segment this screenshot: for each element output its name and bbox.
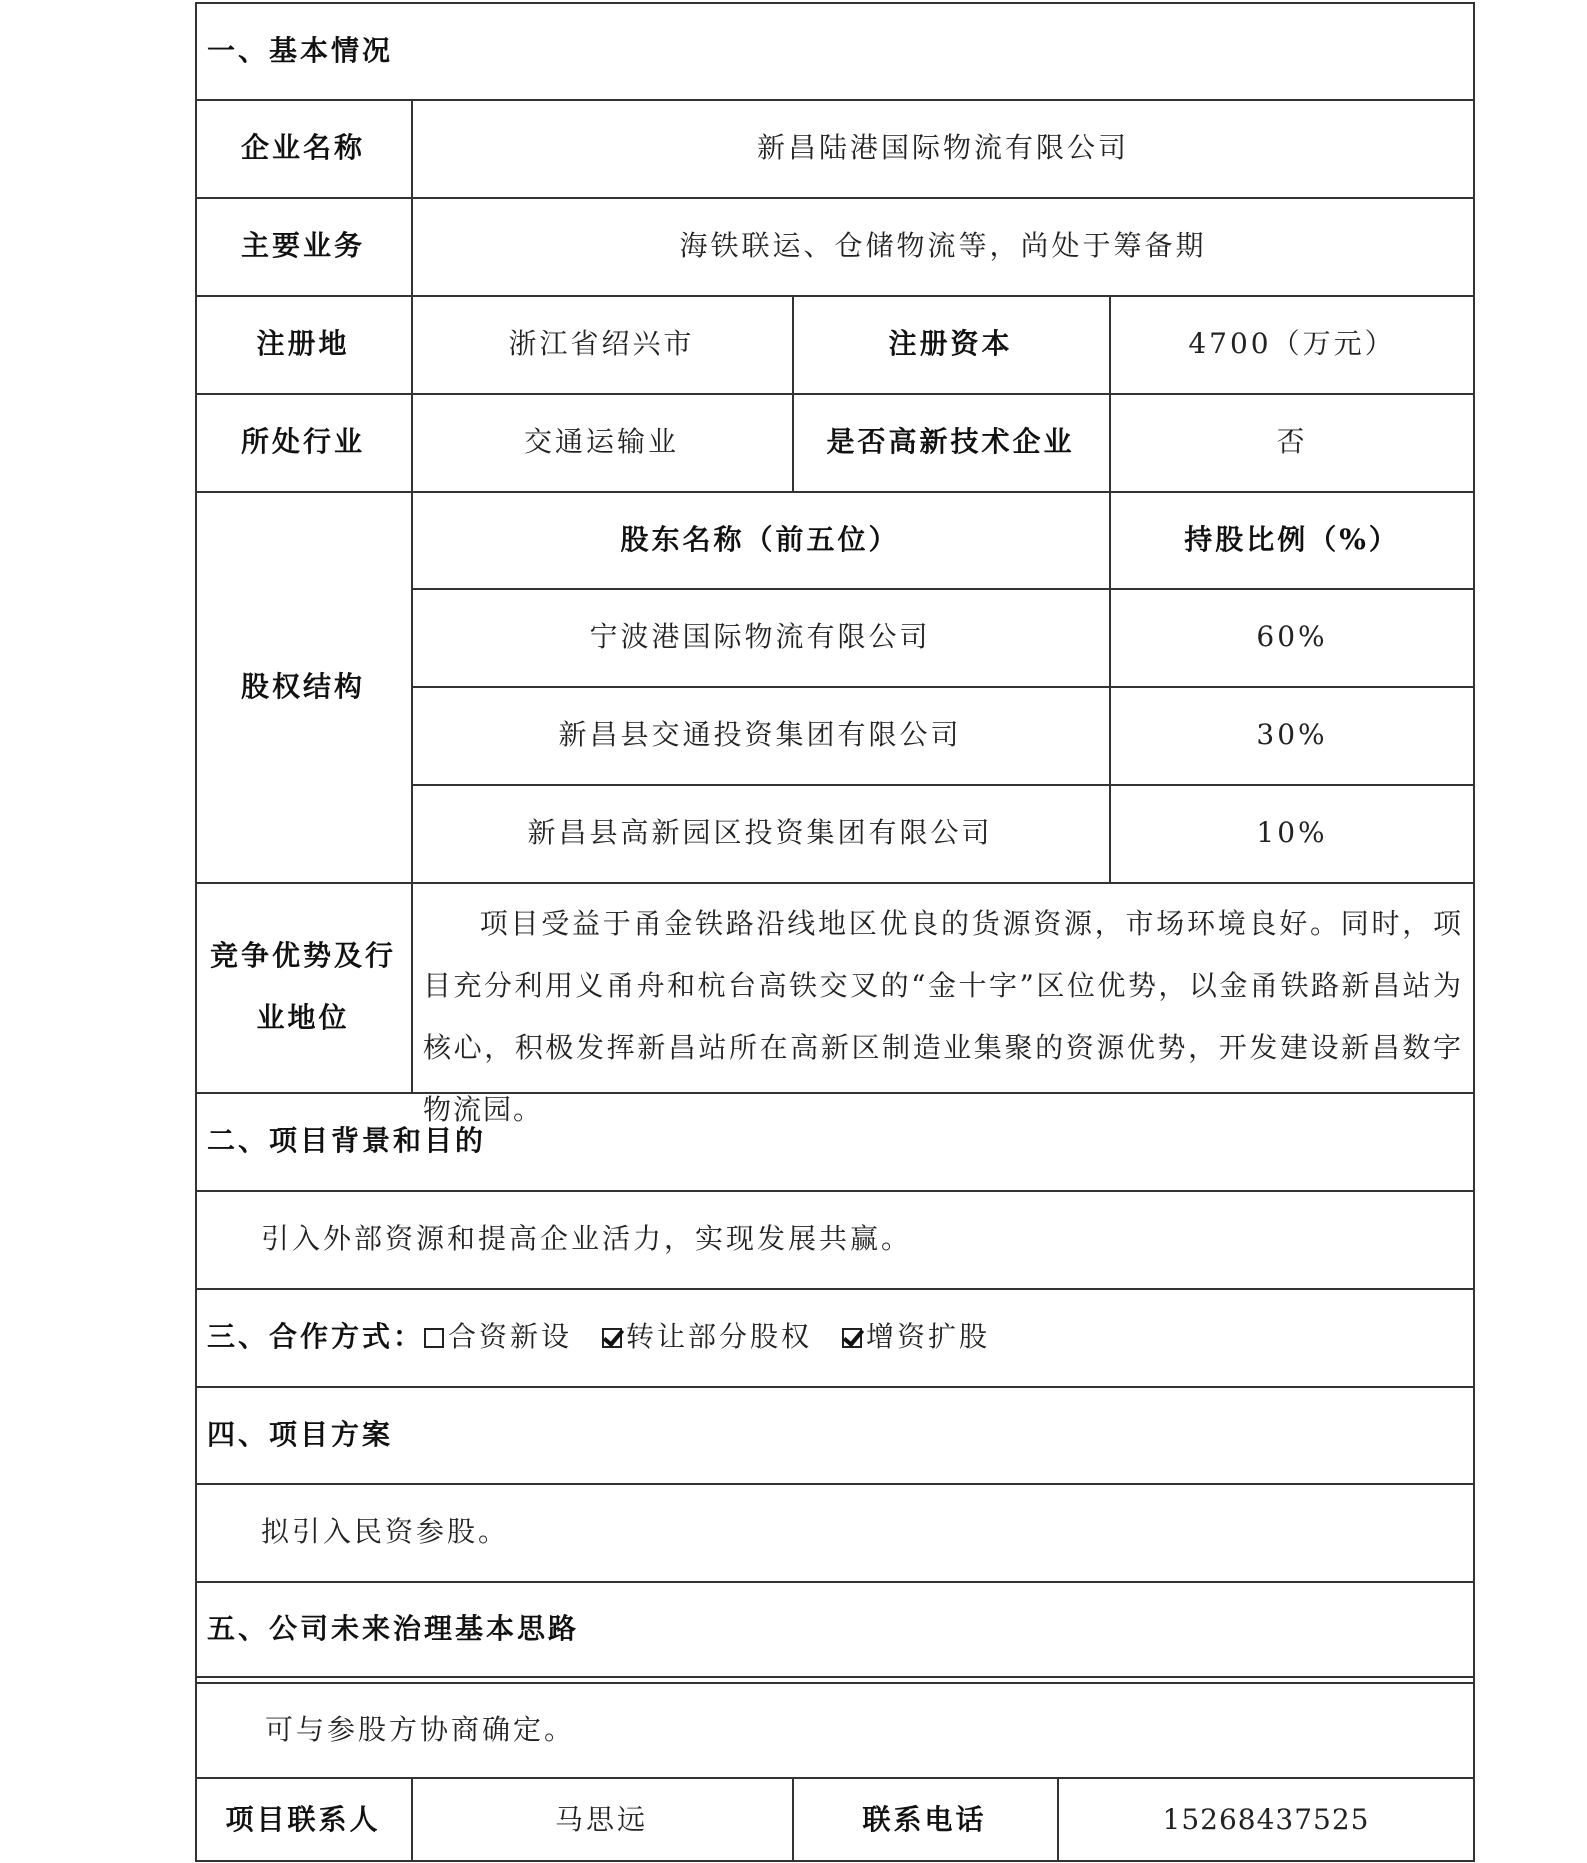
company-name-label: 企业名称 [240, 131, 365, 165]
reg-place-value: 浙江省绍兴市 [508, 327, 695, 361]
option-transfer-equity[interactable] [602, 1320, 812, 1354]
checkbox-checked-icon[interactable] [602, 1328, 622, 1348]
contact-person-value: 马思远 [554, 1802, 648, 1836]
hightech-value: 否 [1276, 425, 1308, 459]
project-info-form [195, 2, 1475, 1862]
option-label: 转让部分股权 [626, 1320, 813, 1354]
shareholder-ratio: 60% [1256, 620, 1328, 654]
contact-person-label: 项目联系人 [225, 1802, 381, 1836]
option-label: 合资新设 [448, 1320, 573, 1354]
option-label: 增资扩股 [866, 1320, 991, 1354]
main-business-value: 海铁联运、仓储物流等，尚处于筹备期 [679, 229, 1207, 263]
industry-value: 交通运输业 [523, 425, 679, 459]
section-basic-info: 一、基本情况 [207, 33, 394, 67]
advantage-label [195, 882, 411, 1092]
governance-text: 可与参股方协商确定。 [265, 1712, 576, 1746]
contact-phone-value: 15268437525 [1162, 1802, 1370, 1836]
section-background: 二、项目背景和目的 [207, 1124, 487, 1158]
shareholder-ratio: 10% [1256, 816, 1328, 850]
checkbox-unchecked-icon[interactable] [424, 1328, 444, 1348]
advantage-label-line2: 业地位 [256, 1001, 350, 1034]
shareholder-name: 新昌县高新园区投资集团有限公司 [527, 816, 993, 850]
reg-place-label: 注册地 [256, 327, 350, 361]
industry-label: 所处行业 [240, 425, 365, 459]
equity-label: 股权结构 [240, 669, 365, 703]
advantage-text: 项目受益于甬金铁路沿线地区优良的货源资源，市场环境良好。同时，项目充分利用义甬舟和杭台高铁交叉的“金十字”区位优势，以金甬铁路新昌站为核心，积极发挥新昌站所在高新区制造业集聚的资源优势，开发建设新昌数字物流园。 [423, 907, 1463, 1126]
plan-text: 拟引入民资参股。 [261, 1515, 510, 1549]
section-cooperation: 三、合作方式： [207, 1320, 425, 1354]
hightech-label: 是否高新技术企业 [826, 425, 1075, 459]
ratio-header: 持股比例（%） [1184, 522, 1400, 556]
reg-capital-label: 注册资本 [888, 327, 1013, 361]
section-plan: 四、项目方案 [207, 1417, 394, 1451]
advantage-text-block [411, 893, 1475, 1126]
shareholder-name: 宁波港国际物流有限公司 [589, 620, 931, 654]
cooperation-row [195, 1288, 1475, 1386]
advantage-label-line1: 竞争优势及行 [209, 939, 396, 972]
main-business-label: 主要业务 [240, 229, 365, 263]
reg-capital-value: 4700（万元） [1188, 327, 1396, 361]
background-text: 引入外部资源和提高企业活力，实现发展共赢。 [261, 1222, 913, 1256]
section-governance: 五、公司未来治理基本思路 [207, 1611, 580, 1645]
option-capital-increase[interactable] [842, 1320, 990, 1354]
shareholder-header: 股东名称（前五位） [620, 522, 900, 556]
option-new-jv[interactable] [424, 1320, 572, 1354]
company-name-value: 新昌陆港国际物流有限公司 [756, 131, 1129, 165]
checkbox-checked-icon[interactable] [842, 1328, 862, 1348]
contact-phone-label: 联系电话 [862, 1802, 987, 1836]
shareholder-name: 新昌县交通投资集团有限公司 [558, 718, 962, 752]
shareholder-ratio: 30% [1256, 718, 1328, 752]
